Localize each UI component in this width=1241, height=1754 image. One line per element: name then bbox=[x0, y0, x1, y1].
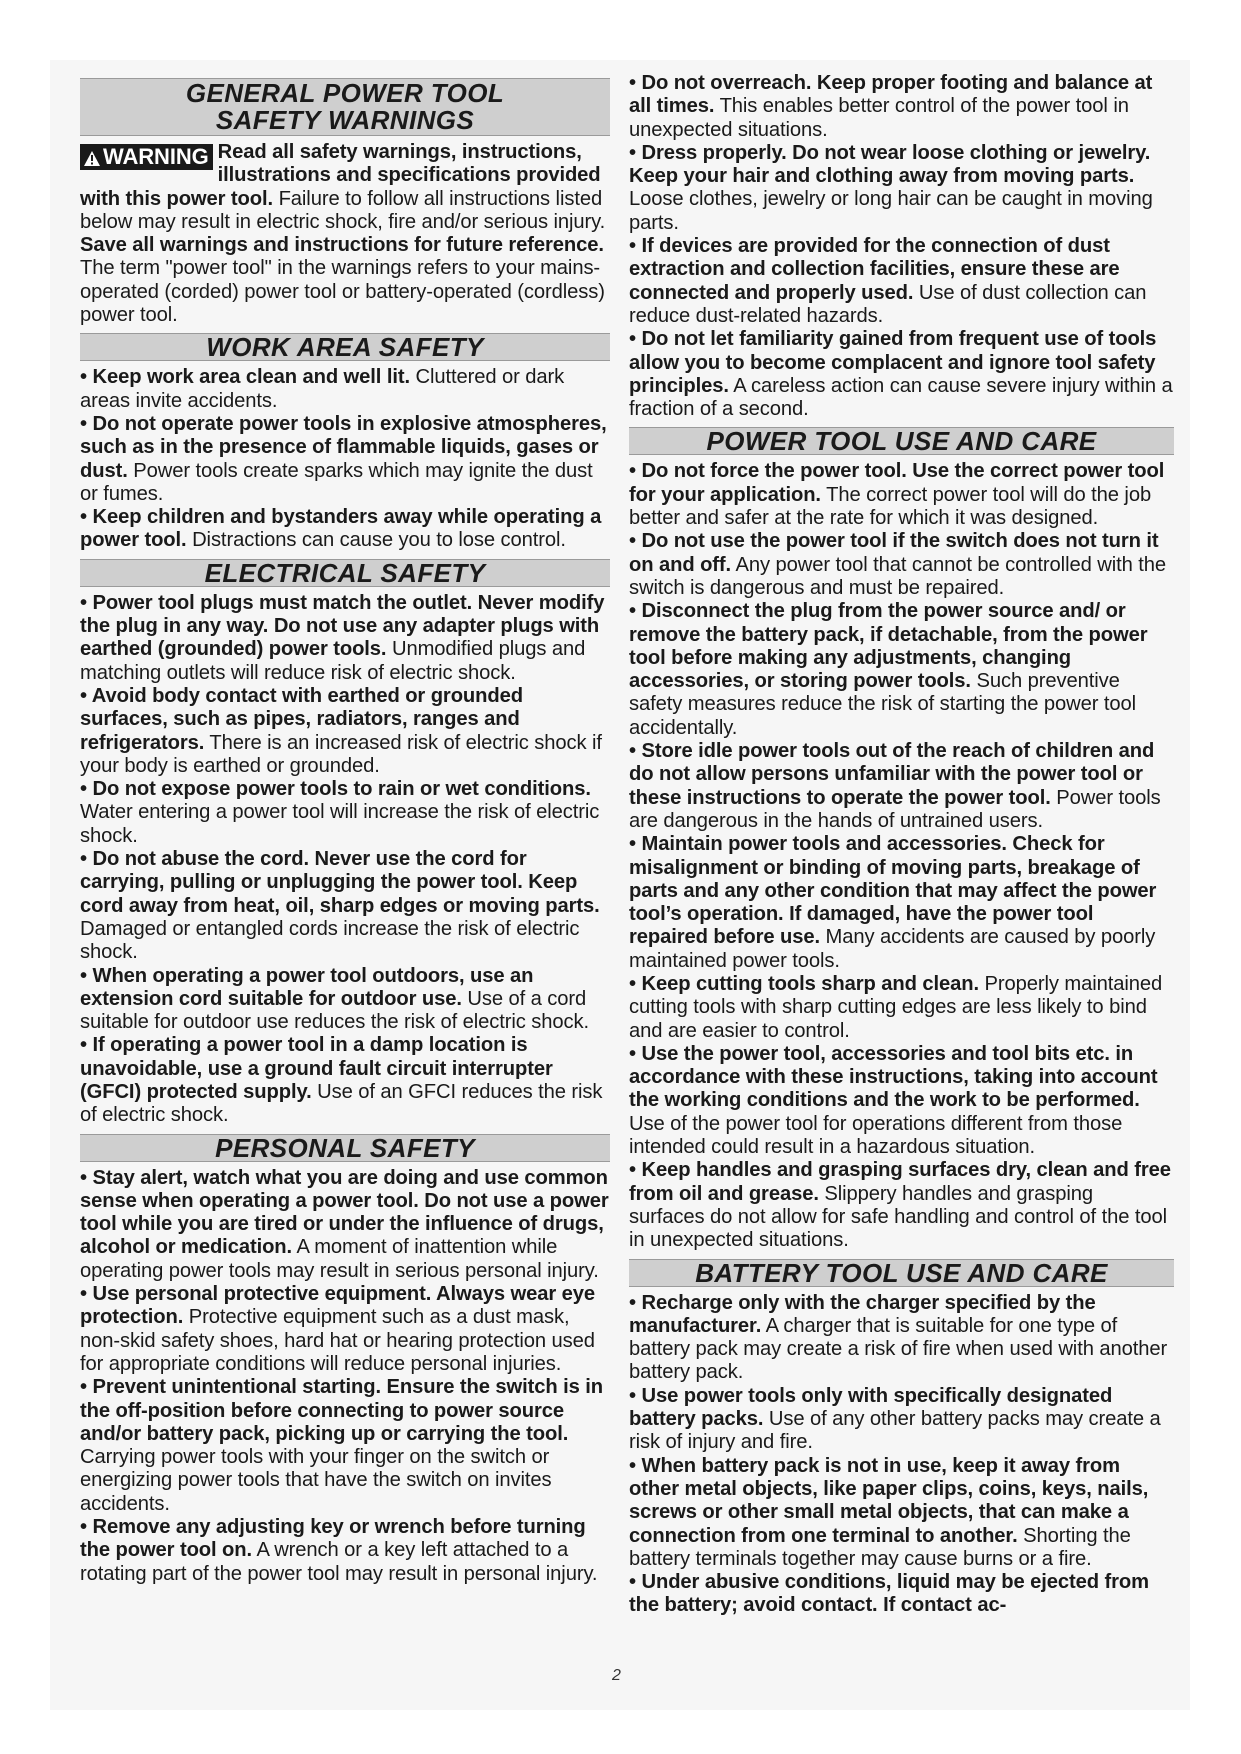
section-heading-personal: PERSONAL SAFETY bbox=[80, 1134, 610, 1162]
left-column bbox=[80, 72, 610, 1586]
list-item: • Maintain power tools and accessories. Check for misalignment or binding of moving parts, breakage of parts and any other condition that may affect the power tool’s operation. If damaged, have the power tool repaired before use. Many accidents are caused by poorly maintained power tools. bbox=[629, 833, 1157, 972]
section-heading-work-area: WORK AREA SAFETY bbox=[80, 333, 610, 361]
list-item: • Stay alert, watch what you are doing and use common sense when operating a power tool. Do not use a power tool while you are tired or under the influence of drugs, alcohol or medication. A moment of inattention while operating power tools may result in serious personal injury. bbox=[80, 1166, 609, 1282]
page-number: 2 bbox=[612, 1667, 621, 1684]
list-item: • Keep children and bystanders away while operating a power tool. Distractions can cause you to lose control. bbox=[80, 506, 602, 552]
list-item: • If devices are provided for the connection of dust extraction and collection facilities, ensure these are connected and properly used. Use of dust collection can reduce dust-related hazards. bbox=[629, 235, 1147, 327]
list-item: • Do not overreach. Keep proper footing and balance at all times. This enables better control of the power tool in unexpected situations. bbox=[629, 72, 1153, 141]
list-item: • Use power tools only with specifically designated battery packs. Use of any other battery packs may create a risk of injury and fire. bbox=[629, 1384, 1161, 1454]
list-item: • Use the power tool, accessories and tool bits etc. in accordance with these instructions, taking into account the working conditions and the work to be performed. Use of the power tool for operations different from those intended could result in a hazardous situation. bbox=[629, 1042, 1158, 1159]
general-warning-paragraph: WARNING Read all safety warnings, instructions, illustrations and specifications provided with this power tool. Failure to follow all instructions listed below may result in electric shock, fire and/or serious injury. Save all warnings and instructions for future reference. The term "power tool" in the warnings refers to your mains-operated (corded) power tool or battery-operated (cordless) power tool. bbox=[80, 141, 606, 327]
section-heading-general: GENERAL POWER TOOL SAFETY WARNINGS bbox=[80, 78, 610, 136]
right-column bbox=[629, 72, 1174, 1618]
list-item: • Store idle power tools out of the reach of children and do not allow persons unfamiliar with the power tool or these instructions to operate the power tool. Power tools are dangerous in the hands of untrained users. bbox=[629, 740, 1161, 832]
list-item: • Dress properly. Do not wear loose clothing or jewelry. Keep your hair and clothing away from moving parts. Loose clothes, jewelry or long hair can be caught in moving parts. bbox=[629, 141, 1153, 234]
section-heading-battery: BATTERY TOOL USE AND CARE bbox=[629, 1259, 1174, 1287]
list-item: • Under abusive conditions, liquid may be ejected from the battery; avoid contact. If contact ac- bbox=[629, 1571, 1149, 1617]
list-item: • Disconnect the plug from the power source and/ or remove the battery pack, if detachable, from the power tool before making any adjustments, changing accessories, or storing power tools. Such preventive safety measures reduce the risk of starting the power tool accidentally. bbox=[629, 600, 1148, 739]
list-item: • Prevent unintentional starting. Ensure the switch is in the off-position before connecting to power source and/or battery pack, picking up or carrying the tool. Carrying power tools with your finger on the switch or energizing power tools that have the switch on invites accidents. bbox=[80, 1376, 603, 1515]
list-item: • Keep handles and grasping surfaces dry, clean and free from oil and grease. Slippery handles and grasping surfaces do not allow for safe handling and control of the tool in unexpected situations. bbox=[629, 1159, 1171, 1252]
list-item: • Remove any adjusting key or wrench before turning the power tool on. A wrench or a key left attached to a rotating part of the power tool may result in personal injury. bbox=[80, 1516, 598, 1585]
list-item: • Do not let familiarity gained from frequent use of tools allow you to become complacent and ignore tool safety principles. A careless action can cause severe injury within a fraction of a second. bbox=[629, 328, 1173, 421]
section-heading-use-care: POWER TOOL USE AND CARE bbox=[629, 427, 1174, 455]
list-item: • When battery pack is not in use, keep it away from other metal objects, like paper clips, coins, keys, nails, screws or other small metal objects, that can make a connection from one terminal to another. Shorting the battery terminals together may cause burns or a fire. bbox=[629, 1454, 1149, 1570]
list-item: • When operating a power tool outdoors, use an extension cord suitable for outdoor use. Use of a cord suitable for outdoor use reduces the risk of electric shock. bbox=[80, 964, 590, 1034]
list-item: • Keep cutting tools sharp and clean. Properly maintained cutting tools with sharp cutting edges are less likely to bind and are easier to control. bbox=[629, 972, 1163, 1042]
warning-badge: WARNING bbox=[80, 144, 213, 170]
section-heading-electrical: ELECTRICAL SAFETY bbox=[80, 559, 610, 587]
list-item: • Avoid body contact with earthed or grounded surfaces, such as pipes, radiators, ranges and refrigerators. There is an increased risk of electric shock if your body is earthed or grounded. bbox=[80, 684, 602, 777]
list-item: • Do not use the power tool if the switch does not turn it on and off. Any power tool that cannot be controlled with the switch is dangerous and must be repaired. bbox=[629, 530, 1166, 599]
list-item: • Keep work area clean and well lit. Cluttered or dark areas invite accidents. bbox=[80, 366, 565, 412]
list-item: • Do not operate power tools in explosive atmospheres, such as in the presence of flammable liquids, gases or dust. Power tools create sparks which may ignite the dust or fumes. bbox=[80, 412, 607, 505]
list-item: • If operating a power tool in a damp location is unavoidable, use a ground fault circuit interrupter (GFCI) protected supply. Use of an GFCI reduces the risk of electric shock. bbox=[80, 1034, 603, 1127]
list-item: • Power tool plugs must match the outlet. Never modify the plug in any way. Do not use any adapter plugs with earthed (grounded) power tools. Unmodified plugs and matching outlets will reduce risk of electric shock. bbox=[80, 591, 605, 684]
list-item: • Do not abuse the cord. Never use the cord for carrying, pulling or unplugging the power tool. Keep cord away from heat, oil, sharp edges or moving parts. Damaged or entangled cords increase the risk of electric shock. bbox=[80, 848, 600, 964]
warning-triangle-icon bbox=[83, 150, 101, 167]
list-item: • Recharge only with the charger specified by the manufacturer. A charger that is suitable for one type of battery pack may create a risk of fire when used with another battery pack. bbox=[629, 1291, 1168, 1384]
list-item: • Use personal protective equipment. Always wear eye protection. Protective equipment such as a dust mask, non-skid safety shoes, hard hat or hearing protection used for appropriate conditions will reduce personal injuries. bbox=[80, 1283, 595, 1375]
list-item: • Do not force the power tool. Use the correct power tool for your application. The correct power tool will do the job better and safer at the rate for which it was designed. bbox=[629, 460, 1165, 530]
list-item: • Do not expose power tools to rain or wet conditions. Water entering a power tool will increase the risk of electric shock. bbox=[80, 778, 600, 847]
